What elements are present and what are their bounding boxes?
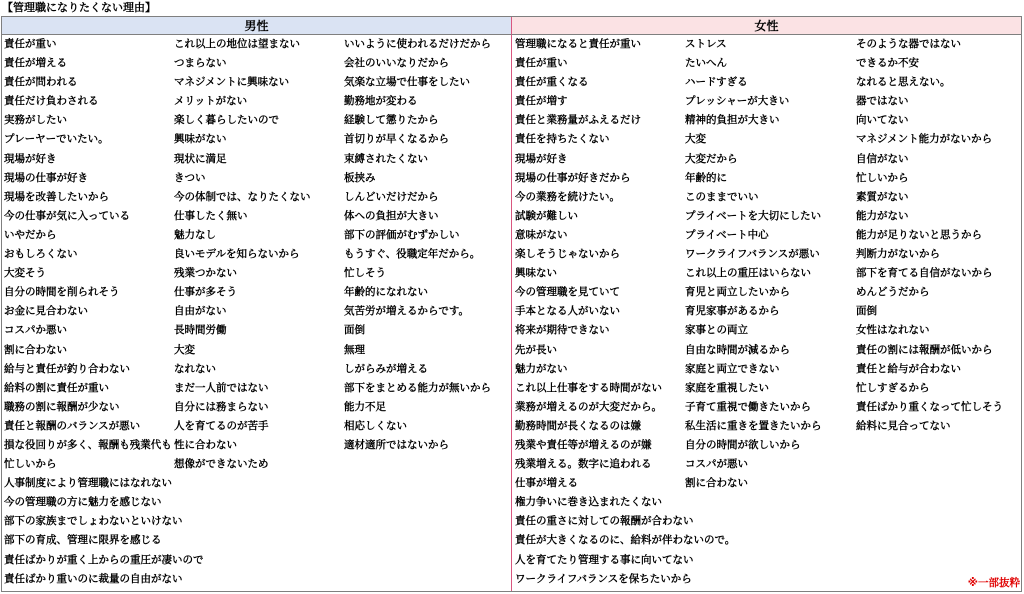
reason-cell: 仕事が多そう bbox=[174, 286, 237, 299]
reason-cell: 性に合わない bbox=[174, 438, 237, 451]
reason-cell: 管理職になると責任が重い bbox=[515, 38, 641, 50]
reason-cell: 会社のいいなりだから bbox=[344, 57, 449, 70]
reason-cell: 気苦労が増えるからです。 bbox=[344, 305, 470, 318]
reason-cell: 将来が期待できない bbox=[515, 324, 610, 337]
reason-cell: 勤務時間が長くなるのは嫌 bbox=[515, 419, 641, 432]
reason-cell: 興味がない bbox=[174, 133, 227, 146]
reason-cell: 育児家事があるから bbox=[685, 305, 780, 318]
reason-cell: コスパが悪い bbox=[685, 458, 748, 471]
reason-cell: 女性はなれない bbox=[856, 324, 930, 337]
reason-cell: 楽しそうじゃないから bbox=[515, 248, 620, 261]
reason-cell: 経験して懲りたから bbox=[344, 114, 439, 127]
reason-cell: 責任の割には報酬が低いから bbox=[856, 343, 993, 356]
reason-cell: 能力不足 bbox=[344, 400, 386, 413]
reason-cell: 自分の時間を削られそう bbox=[4, 286, 120, 299]
reason-cell: 束縛されたくない bbox=[344, 152, 428, 165]
reason-cell: 大変 bbox=[685, 133, 706, 146]
reason-cell: 責任だけ負わされる bbox=[4, 95, 99, 108]
reason-cell: つまらない bbox=[174, 57, 227, 70]
reason-cell: 魅力がない bbox=[515, 362, 568, 375]
reason-cell: 責任が重い bbox=[515, 57, 568, 70]
reason-cell: マネジメントに興味ない bbox=[174, 76, 290, 89]
reason-cell: 面倒 bbox=[856, 305, 877, 318]
male-column-2 bbox=[174, 35, 342, 474]
reason-cell: メリットがない bbox=[174, 95, 248, 108]
page-title: 【管理職になりたくない理由】 bbox=[2, 1, 156, 14]
reason-cell: ワークライフバランスを保ちたいから bbox=[515, 572, 692, 585]
reason-cell: 今の体制では、なりたくない bbox=[174, 190, 311, 203]
reason-cell: 責任の重さに対しての報酬が合わない bbox=[515, 515, 694, 528]
female-column-2 bbox=[685, 35, 855, 493]
reason-cell: 残業つかない bbox=[174, 267, 237, 280]
reason-cell: 責任と給与が合わない bbox=[856, 362, 961, 375]
reason-cell: 人を育てたり管理する事に向いてない bbox=[515, 553, 694, 566]
reason-cell: いいように使われるだけだから bbox=[344, 38, 491, 50]
reason-cell: 長時間労働 bbox=[174, 324, 227, 337]
reason-cell: 人を育てるのが苦手 bbox=[174, 419, 269, 432]
reason-cell: 能力がない bbox=[856, 209, 909, 222]
reason-cell: 今の管理職の方に魅力を感じない bbox=[4, 496, 162, 509]
reason-cell: 良いモデルを知らないから bbox=[174, 248, 300, 261]
reason-cell: 給料の割に責任が重い bbox=[4, 381, 109, 394]
reason-cell: 興味ない bbox=[515, 267, 557, 280]
reason-cell: 現場を改善したいから bbox=[4, 190, 109, 203]
reason-cell: 気楽な立場で仕事をしたい bbox=[344, 76, 470, 89]
reason-cell: 責任が増す bbox=[515, 95, 568, 108]
reason-cell: 責任が重くなる bbox=[515, 76, 589, 89]
reason-cell: 自信がない bbox=[856, 152, 909, 165]
reason-cell: 楽しく暮らしたいので bbox=[174, 114, 279, 127]
reason-cell: 年齢的になれない bbox=[344, 286, 428, 299]
reason-cell: 忙しいから bbox=[4, 458, 57, 471]
reason-cell: 意味がない bbox=[515, 228, 568, 241]
reason-cell: 魅力なし bbox=[174, 228, 216, 241]
reason-cell: 権力争いに巻き込まれたくない bbox=[515, 496, 662, 509]
reason-cell: 大変そう bbox=[4, 267, 46, 280]
female-header: 女性 bbox=[512, 17, 1021, 35]
reason-cell: しがらみが増える bbox=[344, 362, 428, 375]
reason-cell: 責任が問われる bbox=[4, 76, 78, 89]
reason-cell: 責任が大きくなるのに、給料が伴わないので。 bbox=[515, 534, 736, 547]
reason-cell: ワークライフバランスが悪い bbox=[685, 248, 820, 261]
reason-cell: 忙しすぎるから bbox=[856, 381, 930, 394]
reason-cell: プライベート中心 bbox=[685, 228, 769, 241]
reason-cell: 責任ばかり重くなって忙しそう bbox=[856, 400, 1003, 413]
reason-cell: 無理 bbox=[344, 343, 365, 356]
reason-cell: 手本となる人がいない bbox=[515, 305, 620, 318]
reason-cell: 自由がない bbox=[174, 305, 227, 318]
reason-cell: 現場の仕事が好きだから bbox=[515, 171, 631, 184]
reason-cell: 部下の育成、管理に限界を感じる bbox=[4, 534, 162, 547]
reason-cell: 今の仕事が気に入っている bbox=[4, 209, 130, 222]
reason-cell: 自分の時間が欲しいから bbox=[685, 438, 801, 451]
reason-cell: 想像ができないため bbox=[174, 458, 269, 471]
reason-cell: おもしろくない bbox=[4, 248, 78, 261]
reason-cell: 板挟み bbox=[344, 171, 376, 184]
reason-cell: 部下の家族までしょわないといけない bbox=[4, 515, 183, 528]
reason-cell: 忙しそう bbox=[344, 267, 386, 280]
reason-cell: プレッシャーが大きい bbox=[685, 95, 790, 108]
reason-cell: 給与と責任が釣り合わない bbox=[4, 362, 130, 375]
reason-cell: 忙しいから bbox=[856, 171, 909, 184]
reason-cell: 先が長い bbox=[515, 343, 557, 356]
reason-cell: 部下をまとめる能力が無いから bbox=[344, 381, 491, 394]
reason-cell: 責任が増える bbox=[4, 57, 67, 70]
reason-cell: なれない bbox=[174, 362, 216, 375]
reason-cell: たいへん bbox=[685, 57, 727, 70]
reason-cell: 割に合わない bbox=[685, 477, 748, 490]
reason-cell: これ以上仕事をする時間がない bbox=[515, 381, 662, 394]
reason-cell: 子育て重視で働きたいから bbox=[685, 400, 811, 413]
reason-cell: できるか不安 bbox=[856, 57, 919, 70]
reason-cell: 人事制度により管理職にはなれない bbox=[4, 477, 172, 490]
footnote: ※一部抜粋 bbox=[967, 577, 1020, 589]
reason-cell: 現場が好き bbox=[515, 152, 568, 165]
reason-cell: これ以上の地位は望まない bbox=[174, 38, 300, 50]
reason-cell: 面倒 bbox=[344, 324, 365, 337]
reason-cell: 給料に見合ってない bbox=[856, 419, 951, 432]
reason-cell: もうすぐ、役職定年だから。 bbox=[344, 248, 481, 261]
reason-cell: 器ではない bbox=[856, 95, 909, 108]
reason-cell: 現場が好き bbox=[4, 152, 57, 165]
reason-cell: 適材適所ではないから bbox=[344, 438, 449, 451]
reason-cell: 業務が増えるのが大変だから。 bbox=[515, 400, 662, 413]
reason-cell: 今の業務を続けたい。 bbox=[515, 190, 620, 203]
female-column-3 bbox=[856, 35, 1022, 436]
reason-cell: 責任ばかりが重く上からの重圧が凄いので bbox=[4, 553, 204, 566]
reason-cell: 現状に満足 bbox=[174, 152, 227, 165]
reason-cell: 能力が足りないと思うから bbox=[856, 228, 982, 241]
reason-cell: 責任を持ちたくない bbox=[515, 133, 610, 146]
reason-cell: 大変だから bbox=[685, 152, 738, 165]
reason-cell: 責任と報酬のバランスが悪い bbox=[4, 419, 141, 432]
reason-cell: 大変 bbox=[174, 343, 195, 356]
reason-cell: 職務の割に報酬が少ない bbox=[4, 400, 120, 413]
reason-cell: なれると思えない。 bbox=[856, 76, 951, 89]
reason-cell: 部下を育てる自信がないから bbox=[856, 267, 993, 280]
reason-cell: 試験が難しい bbox=[515, 209, 578, 222]
reason-cell: 家事との両立 bbox=[685, 324, 748, 337]
reason-cell: 残業や責任等が増えるのが嫌 bbox=[515, 438, 652, 451]
reason-cell: お金に見合わない bbox=[4, 305, 88, 318]
reason-cell: 自分には務まらない bbox=[174, 400, 269, 413]
reason-cell: 実務がしたい bbox=[4, 114, 67, 127]
reason-cell: 責任ばかり重いのに裁量の自由がない bbox=[4, 572, 183, 585]
reason-cell: 現場の仕事が好き bbox=[4, 171, 88, 184]
male-header: 男性 bbox=[2, 17, 512, 35]
reason-cell: コスパか悪い bbox=[4, 324, 67, 337]
reason-cell: このままでいい bbox=[685, 190, 759, 203]
gender-divider bbox=[511, 35, 512, 591]
reason-cell: 勤務地が変わる bbox=[344, 95, 418, 108]
reason-cell: まだ一人前ではない bbox=[174, 381, 269, 394]
male-column-3 bbox=[344, 35, 510, 455]
reason-cell: 損な役回りが多く、報酬も残業代も bbox=[4, 438, 172, 451]
reason-cell: 素質がない bbox=[856, 190, 909, 203]
reason-cell: プライベートを大切にしたい bbox=[685, 209, 822, 222]
reason-cell: ハードすぎる bbox=[685, 76, 748, 89]
reason-cell: これ以上の重圧はいらない bbox=[685, 267, 811, 280]
reason-cell: プレーヤーでいたい。 bbox=[4, 133, 109, 146]
reason-cell: 仕事が増える bbox=[515, 477, 578, 490]
reason-cell: きつい bbox=[174, 171, 206, 184]
reason-cell: 年齢的に bbox=[685, 171, 727, 184]
reason-cell: 首切りが早くなるから bbox=[344, 133, 449, 146]
reason-cell: そのような器ではない bbox=[856, 38, 961, 50]
reasons-table bbox=[1, 16, 1022, 592]
reason-cell: 家庭と両立できない bbox=[685, 362, 780, 375]
reason-cell: 家庭を重視したい bbox=[685, 381, 769, 394]
reason-cell: 精神的負担が大きい bbox=[685, 114, 780, 127]
reason-cell: 残業増える。数字に追われる bbox=[515, 458, 652, 471]
reason-cell: ストレス bbox=[685, 38, 727, 50]
reason-cell: マネジメント能力がないから bbox=[856, 133, 993, 146]
reason-cell: 割に合わない bbox=[4, 343, 67, 356]
reason-cell: めんどうだから bbox=[856, 286, 930, 299]
reason-cell: 責任が重い bbox=[4, 38, 57, 50]
reason-cell: 自由な時間が減るから bbox=[685, 343, 790, 356]
reason-cell: 相応しくない bbox=[344, 419, 407, 432]
reason-cell: いやだから bbox=[4, 228, 57, 241]
reason-cell: しんどいだけだから bbox=[344, 190, 439, 203]
reason-cell: 体への負担が大きい bbox=[344, 209, 439, 222]
reason-cell: 今の管理職を見ていて bbox=[515, 286, 620, 299]
reason-cell: 私生活に重きを置きたいから bbox=[685, 419, 822, 432]
reason-cell: 仕事したく無い bbox=[174, 209, 248, 222]
reason-cell: 育児と両立したいから bbox=[685, 286, 790, 299]
reason-cell: 部下の評価がむずかしい bbox=[344, 228, 460, 241]
reason-cell: 向いてない bbox=[856, 114, 909, 127]
reason-cell: 責任と業務量がふえるだけ bbox=[515, 114, 641, 127]
reason-cell: 判断力がないから bbox=[856, 248, 940, 261]
